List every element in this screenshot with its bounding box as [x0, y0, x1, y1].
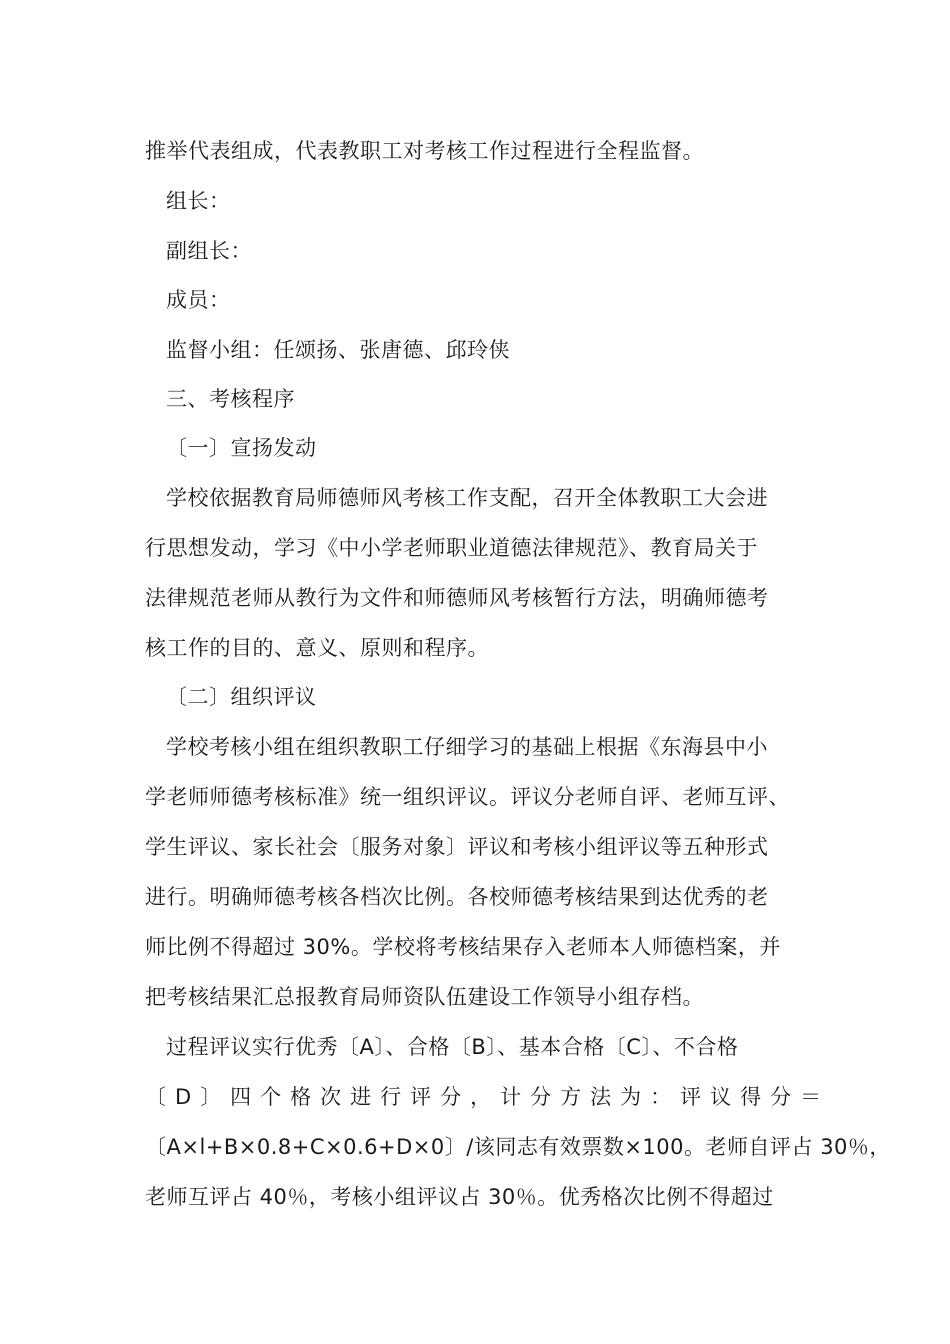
paragraph-line: 〔D〕四个格次进行评分，计分方法为：评议得分＝	[145, 1085, 831, 1109]
section-heading: 三、考核程序	[166, 387, 295, 411]
subsection-heading: 〔二〕组织评议	[166, 685, 317, 709]
members-label: 成员：	[166, 288, 231, 312]
paragraph-line: 进行。明确师德考核各档次比例。各校师德考核结果到达优秀的老	[145, 885, 769, 909]
paragraph-line: 法律规范老师从教行为文件和师德师风考核暂行方法，明确师德考	[145, 586, 769, 610]
paragraph-line: 行思想发动，学习《中小学老师职业道德法律规范》、教育局关于	[145, 536, 758, 560]
group-leader-label: 组长：	[166, 189, 231, 213]
paragraph-line: 推举代表组成，代表教职工对考核工作过程进行全程监督。	[145, 139, 704, 163]
paragraph-line: 学校依据教育局师德师风考核工作支配，召开全体教职工大会进	[166, 486, 768, 510]
paragraph-line: 学老师师德考核标准》统一组织评议。评议分老师自评、老师互评、	[145, 785, 790, 809]
paragraph-line: 核工作的目的、意义、原则和程序。	[145, 636, 489, 660]
subsection-heading: 〔一〕宣扬发动	[166, 436, 317, 460]
deputy-leader-label: 副组长：	[166, 239, 252, 263]
paragraph-line: 学校考核小组在组织教职工仔细学习的基础上根据《东海县中小	[166, 735, 768, 759]
paragraph-line: 老师互评占 40％，考核小组评议占 30％。优秀格次比例不得超过	[145, 1185, 774, 1209]
paragraph-line: 学生评议、家长社会〔服务对象〕评议和考核小组评议等五种形式	[145, 835, 769, 859]
paragraph-line: 师比例不得超过 30%。学校将考核结果存入老师本人师德档案，并	[145, 935, 781, 959]
formula-line: 〔A×l+B×0.8+C×0.6+D×0〕/该同志有效票数×100。老师自评占 30％，	[145, 1135, 891, 1159]
supervision-group-line: 监督小组：任颂扬、张唐德、邱玲侠	[166, 338, 510, 362]
paragraph-line: 过程评议实行优秀〔A〕、合格〔B〕、基本合格〔C〕、不合格	[166, 1035, 739, 1059]
paragraph-line: 把考核结果汇总报教育局师资队伍建设工作领导小组存档。	[145, 985, 704, 1009]
